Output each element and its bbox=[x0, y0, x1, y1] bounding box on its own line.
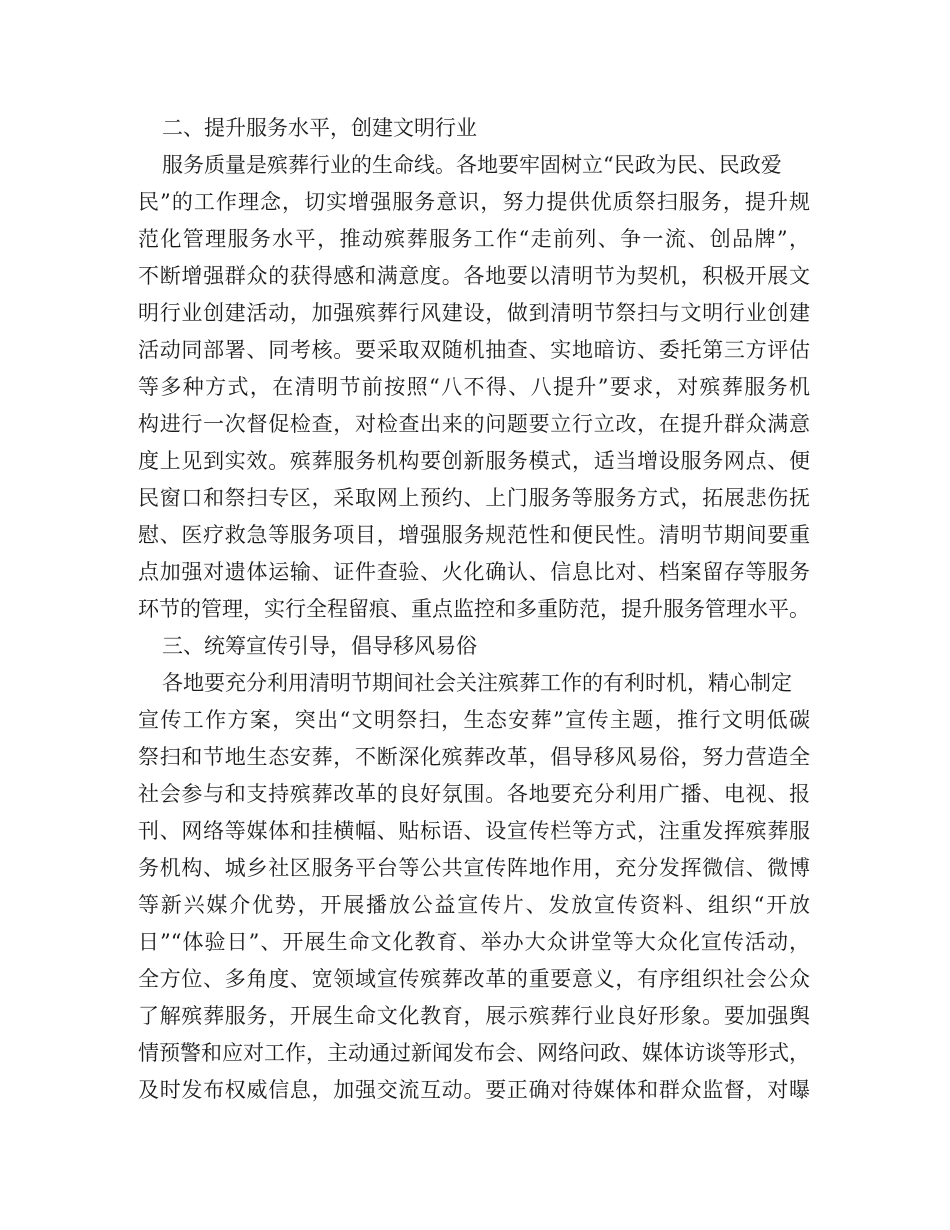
paragraph-line: 务机构、城乡社区服务平台等公共宣传阵地作用，充分发挥微信、微博 bbox=[138, 856, 810, 880]
paragraph-line: 民窗口和祭扫专区，采取网上预约、上门服务等服务方式，拓展悲伤抚 bbox=[138, 486, 810, 510]
paragraph-line: 服务质量是殡葬行业的生命线。各地要牢固树立“民政为民、民政爱 bbox=[162, 153, 782, 177]
paragraph-line: 构进行一次督促检查，对检查出来的问题要立行立改，在提升群众满意 bbox=[138, 412, 810, 436]
paragraph-line: 祭扫和节地生态安葬，不断深化殡葬改革，倡导移风易俗，努力营造全 bbox=[138, 745, 810, 769]
paragraph-line: 民”的工作理念，切实增强服务意识，努力提供优质祭扫服务，提升规 bbox=[138, 190, 810, 214]
paragraph-line: 日”“体验日”、开展生命文化教育、举办大众讲堂等大众化宣传活动， bbox=[138, 930, 810, 954]
paragraph-line: 慰、医疗救急等服务项目，增强服务规范性和便民性。清明节期间要重 bbox=[138, 523, 810, 547]
paragraph-line: 不断增强群众的获得感和满意度。各地要以清明节为契机，积极开展文 bbox=[138, 264, 810, 288]
paragraph-line: 了解殡葬服务，开展生命文化教育，展示殡葬行业良好形象。要加强舆 bbox=[138, 1004, 810, 1028]
paragraph-line: 范化管理服务水平，推动殡葬服务工作“走前列、争一流、创品牌”， bbox=[138, 227, 810, 251]
section-heading-3: 三、统筹宣传引导，倡导移风易俗 bbox=[162, 634, 477, 658]
paragraph-line: 度上见到实效。殡葬服务机构要创新服务模式，适当增设服务网点、便 bbox=[138, 449, 810, 473]
paragraph-line: 社会参与和支持殡葬改革的良好氛围。各地要充分利用广播、电视、报 bbox=[138, 782, 810, 806]
paragraph-line: 刊、网络等媒体和挂横幅、贴标语、设宣传栏等方式，注重发挥殡葬服 bbox=[138, 819, 810, 843]
paragraph-line: 点加强对遗体运输、证件查验、火化确认、信息比对、档案留存等服务 bbox=[138, 560, 810, 584]
paragraph-line: 活动同部署、同考核。要采取双随机抽查、实地暗访、委托第三方评估 bbox=[138, 338, 810, 362]
paragraph-line: 等新兴媒介优势，开展播放公益宣传片、发放宣传资料、组织“开放 bbox=[138, 893, 810, 917]
paragraph-line: 等多种方式，在清明节前按照“八不得、八提升”要求，对殡葬服务机 bbox=[138, 375, 810, 399]
paragraph-line: 情预警和应对工作，主动通过新闻发布会、网络问政、媒体访谈等形式， bbox=[138, 1041, 810, 1065]
paragraph-line: 宣传工作方案，突出“文明祭扫，生态安葬”宣传主题，推行文明低碳 bbox=[138, 708, 810, 732]
paragraph-line: 环节的管理，实行全程留痕、重点监控和多重防范，提升服务管理水平。 bbox=[138, 597, 810, 621]
section-heading-2: 二、提升服务水平，创建文明行业 bbox=[162, 116, 477, 140]
paragraph-line: 各地要充分利用清明节期间社会关注殡葬工作的有利时机，精心制定 bbox=[162, 671, 792, 695]
paragraph-line: 及时发布权威信息，加强交流互动。要正确对待媒体和群众监督，对曝 bbox=[138, 1078, 810, 1102]
paragraph-line: 全方位、多角度、宽领域宣传殡葬改革的重要意义，有序组织社会公众 bbox=[138, 967, 810, 991]
paragraph-line: 明行业创建活动，加强殡葬行风建设，做到清明节祭扫与文明行业创建 bbox=[138, 301, 810, 325]
